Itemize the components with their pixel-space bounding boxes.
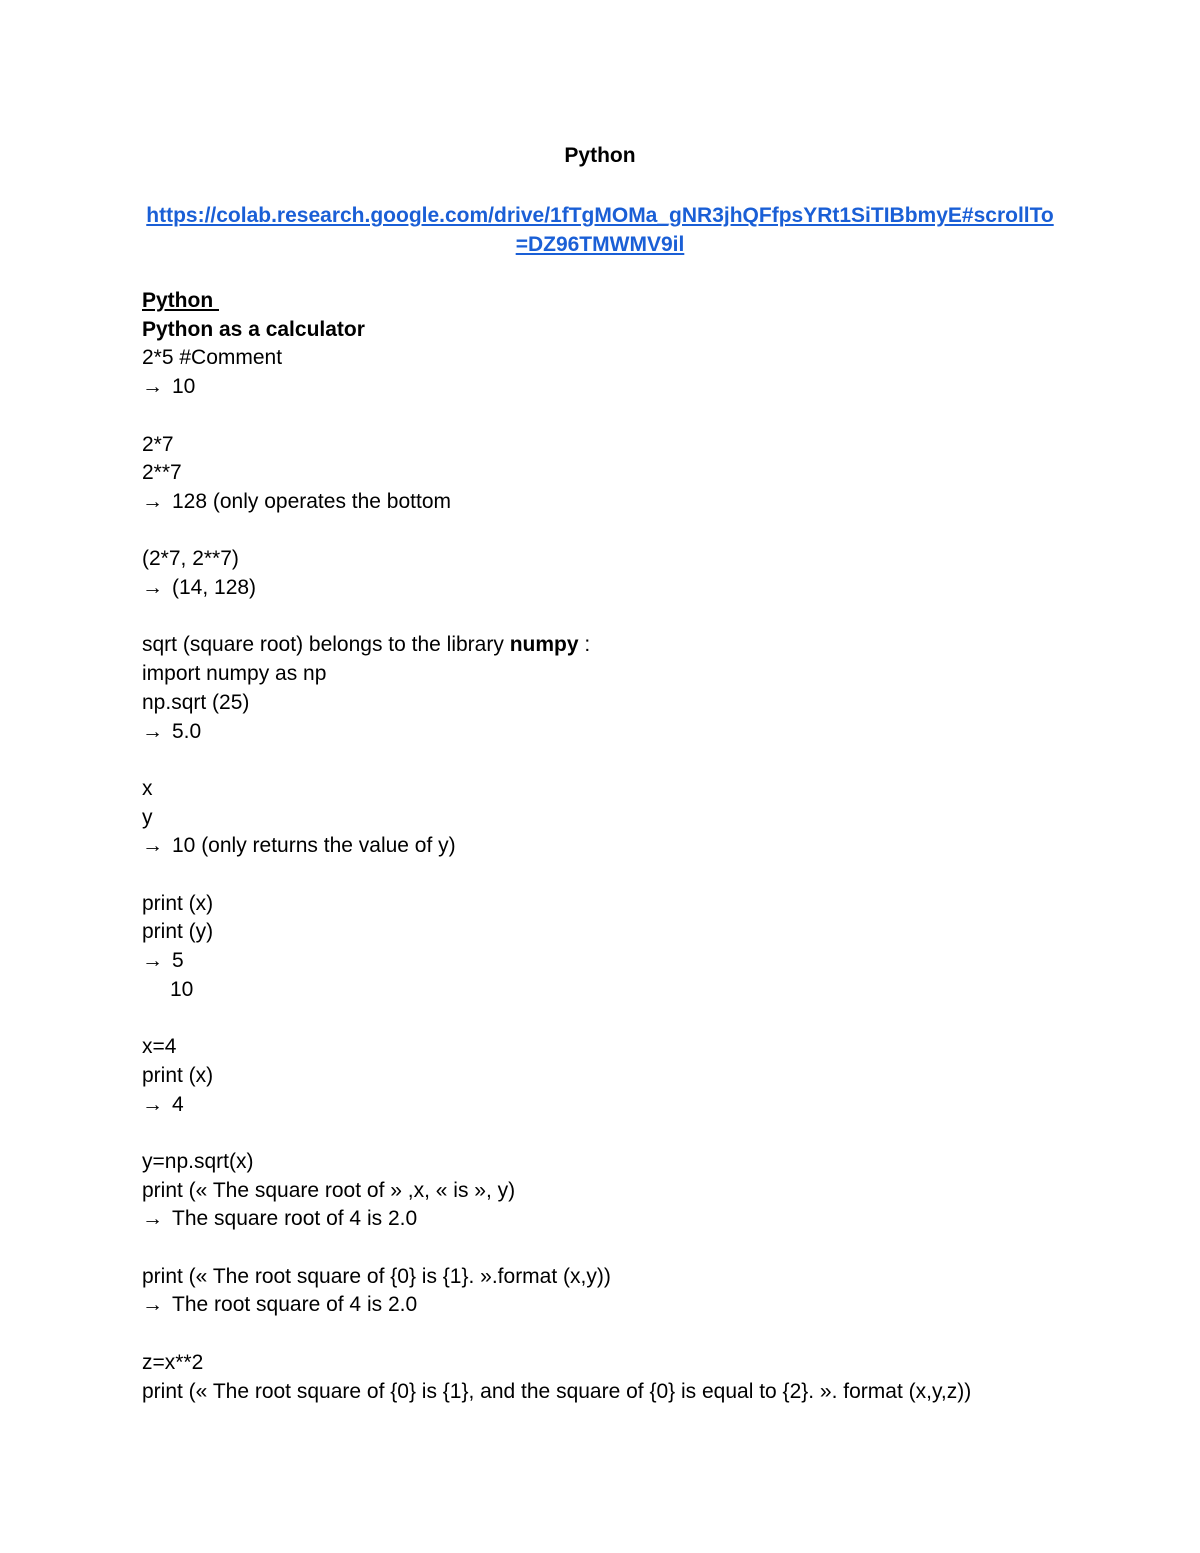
blank-line <box>142 1119 1058 1148</box>
output-line: 10 <box>170 977 194 1001</box>
blank-line <box>142 1005 1058 1034</box>
code-line: print (x) <box>142 891 214 915</box>
output-line: → 10 (only returns the value of y) <box>142 834 456 858</box>
subheading: Python as a calculator <box>142 317 365 341</box>
document-body <box>142 287 1058 1406</box>
code-line: x <box>142 776 153 800</box>
code-line: print (« The root square of {0} is {1}. ».format (x,y)) <box>142 1264 611 1288</box>
code-line: 2**7 <box>142 461 182 485</box>
code-line: y=np.sqrt(x) <box>142 1149 254 1173</box>
arrow-icon: → <box>142 1092 163 1116</box>
numpy-keyword: numpy <box>509 633 579 657</box>
code-line: x=4 <box>142 1035 177 1059</box>
output-line: → 128 (only operates the bottom <box>142 489 452 513</box>
blank-line <box>142 517 1058 546</box>
code-line: (2*7, 2**7) <box>142 547 239 571</box>
blank-line <box>142 1320 1058 1349</box>
section-heading: Python <box>142 289 219 312</box>
blank-line <box>142 861 1058 890</box>
output-line: → The root square of 4 is 2.0 <box>142 1293 418 1317</box>
output-line: → 5.0 <box>142 719 202 743</box>
arrow-icon: → <box>142 949 163 973</box>
code-line: print (x) <box>142 1063 214 1087</box>
arrow-icon: → <box>142 1293 163 1317</box>
code-line: print (« The square root of » ,x, « is », y) <box>142 1178 516 1202</box>
code-line: print (y) <box>142 920 214 944</box>
arrow-icon: → <box>142 489 163 513</box>
blank-line <box>142 746 1058 775</box>
code-line: 2*7 <box>142 432 174 456</box>
output-line: → 5 <box>142 949 184 973</box>
output-line: → (14, 128) <box>142 576 257 599</box>
blank-line <box>142 1234 1058 1263</box>
output-line: → 4 <box>142 1092 184 1116</box>
code-line: z=x**2 <box>142 1350 204 1374</box>
arrow-icon: → <box>142 834 163 858</box>
code-line: 2*5 #Comment <box>142 346 283 370</box>
text-line: sqrt (square root) belongs to the library numpy : <box>142 633 591 657</box>
output-line: → 10 <box>142 375 196 399</box>
output-line: → The square root of 4 is 2.0 <box>142 1207 418 1231</box>
arrow-icon: → <box>142 719 163 743</box>
document-title: Python <box>564 144 636 167</box>
arrow-icon: → <box>142 1207 163 1231</box>
blank-line <box>142 402 1058 431</box>
arrow-icon: → <box>142 375 163 399</box>
arrow-icon: → <box>142 576 163 599</box>
code-line: np.sqrt (25) <box>142 690 250 714</box>
blank-line <box>142 603 1058 632</box>
colab-link[interactable]: https://colab.research.google.com/drive/1fTgMOMa_gNR3jhQFfpsYRt1SiTIBbmyE#scrollTo=DZ96TMWMV9il <box>146 204 1054 256</box>
code-line: import numpy as np <box>142 662 327 686</box>
code-line: print (« The root square of {0} is {1}, and the square of {0} is equal to {2}. ». format (x,y,z)) <box>142 1379 972 1403</box>
code-line: y <box>142 805 153 829</box>
